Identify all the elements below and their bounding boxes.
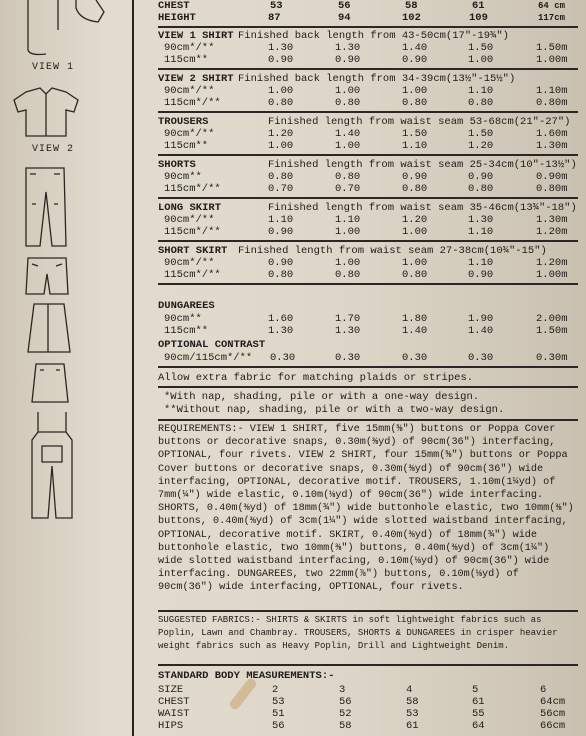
yardage-row [158,42,578,54]
without-nap-note: **Without nap, shading, pile or with a two-way design. [164,404,505,416]
body-measurements-title: STANDARD BODY MEASUREMENTS:- [158,670,335,682]
measurement-label: HIPS [158,720,184,732]
dungarees-yardage: 1.80 [402,313,428,325]
yardage-value: 1.10 [468,226,494,238]
yardage-value: 0.70 [268,183,294,195]
section-name: SHORT SKIRT [158,245,228,257]
contrast-yardage: 0.30 [270,352,296,364]
measurement-value: 58 [406,696,419,708]
yardage-value: 1.20m [536,226,568,238]
yardage-value: 0.80 [402,97,428,109]
dungarees-yardage: 1.40 [402,325,428,337]
yardage-value: 1.00 [268,85,294,97]
section-finished-length: Finished length from waist seam 53-68cm(21"-27") [268,116,571,128]
dungarees-title: DUNGAREES [158,300,215,312]
measurement-label: SIZE [158,684,184,696]
yardage-row [158,226,578,238]
yardage-value: 1.20 [468,140,494,152]
section-finished-length: Finished length from waist seam 35-46cm(13¾"-18") [268,202,577,214]
measurement-row [158,708,578,720]
fabric-width: 115cm*/** [164,226,221,238]
measurement-value: 3 [339,684,346,696]
yardage-row [158,257,578,269]
yardage-value: 1.50 [468,128,494,140]
yardage-value: 1.10 [335,214,361,226]
measurement-value: 53 [272,696,285,708]
yardage-value: 0.80 [268,171,294,183]
height-value: 109 [469,12,488,24]
fabric-width: 90cm*/** [164,257,215,269]
height-value: 102 [402,12,421,24]
yardage-value: 1.50m [536,42,568,54]
yardage-row [158,140,578,152]
contrast-yardage: 0.30 [402,352,428,364]
dungarees-yardage: 1.30 [335,325,361,337]
panel-divider [132,0,134,736]
yardage-row [158,269,578,281]
section-title [158,245,578,257]
yardage-value: 0.80 [268,269,294,281]
yardage-row [158,171,578,183]
yardage-value: 1.30 [468,214,494,226]
divider [158,68,578,70]
height-value: 94 [338,12,351,24]
section-finished-length: Finished length from waist seam 27-38cm(10¾"-15") [238,245,547,257]
contrast-yardage: 0.30 [335,352,361,364]
divider [158,197,578,199]
measurement-row [158,720,578,732]
chest-row [158,0,578,12]
dungarees-yardage: 1.50m [536,325,568,337]
yardage-chart [150,0,586,736]
dungarees-sketch [24,410,80,522]
view2-label: VIEW 2 [32,144,75,155]
chest-value: 56 [338,0,351,12]
measurement-value: 53 [406,708,419,720]
yardage-value: 1.00 [468,54,494,66]
divider [158,240,578,242]
yardage-row [158,54,578,66]
contrast-yardage: 0.30 [468,352,494,364]
fabric-width: 115cm** [164,140,209,152]
yardage-value: 1.00m [536,54,568,66]
divider [158,283,578,285]
dungarees-width: 90cm** [164,313,202,325]
divider [158,26,578,28]
height-value: 87 [268,12,281,24]
yardage-value: 0.80 [402,269,428,281]
yardage-value: 1.00 [268,140,294,152]
measurement-value: 58 [339,720,352,732]
contrast-width: 90cm/115cm*/** [164,352,253,364]
dungarees-yardage: 1.70 [335,313,361,325]
yardage-row [158,97,578,109]
fabric-width: 115cm*/** [164,183,221,195]
measurement-row [158,696,578,708]
yardage-row [158,85,578,97]
divider [158,111,578,113]
optional-contrast-title: OPTIONAL CONTRAST [158,339,266,351]
measurement-row [158,684,578,696]
garment-sketch-panel [0,0,132,736]
measurement-value: 61 [406,720,419,732]
measurement-value: 52 [339,708,352,720]
yardage-value: 1.30 [268,42,294,54]
divider [158,386,578,388]
view1-label: VIEW 1 [32,62,75,73]
yardage-value: 0.80 [335,97,361,109]
view2-shirt-sketch [12,86,82,142]
section-finished-length: Finished back length from 34-39cm(13½"-15½") [238,73,516,85]
suggested-fabrics-text: SUGGESTED FABRICS:- SHIRTS & SKIRTS in soft lightweight fabrics such as Poplin, Lawn and Chambray. TROUSERS, SHORTS & DUNGAREES in crisper heavier weight fabrics such as Heavy Poplin, Drill and Lightweight Denim. [158,615,558,652]
yardage-value: 0.90 [402,171,428,183]
dungarees-yardage: 1.40 [468,325,494,337]
yardage-value: 0.80 [268,97,294,109]
yardage-row [158,214,578,226]
section-finished-length: Finished back length from 43-50cm(17"-19¾") [238,30,509,42]
fabric-width: 90cm** [164,171,202,183]
with-nap-note: *With nap, shading, pile or with a one-way design. [164,391,480,403]
yardage-value: 1.30m [536,214,568,226]
yardage-value: 1.50 [468,42,494,54]
measurement-value: 66cm [540,720,566,732]
measurement-value: 6 [540,684,547,696]
yardage-value: 1.10 [468,85,494,97]
fabric-width: 115cm*/** [164,269,221,281]
measurement-value: 56 [339,696,352,708]
yardage-row [158,128,578,140]
section-name: LONG SKIRT [158,202,222,214]
fabric-width: 115cm*/** [164,97,221,109]
measurement-value: 64 [472,720,485,732]
yardage-value: 0.80m [536,97,568,109]
divider [158,610,578,612]
yardage-value: 0.80 [402,183,428,195]
yardage-value: 1.00 [335,140,361,152]
optional-contrast-row [158,352,578,364]
measurement-value: 4 [406,684,413,696]
yardage-value: 1.00 [335,257,361,269]
dungarees-yardage: 1.90 [468,313,494,325]
yardage-value: 0.70 [335,183,361,195]
short-skirt-sketch [28,360,72,408]
yardage-value: 1.10 [268,214,294,226]
section-title [158,116,578,128]
view1-shirt-sketch [18,0,108,58]
fabric-width: 90cm*/** [164,214,215,226]
divider [158,664,578,666]
measurement-value: 55 [472,708,485,720]
section-title [158,73,578,85]
section-name: VIEW 2 SHIRT [158,73,234,85]
measurement-value: 61 [472,696,485,708]
yardage-value: 1.20 [268,128,294,140]
height-value: 117cm [538,13,566,23]
yardage-value: 0.90 [468,171,494,183]
yardage-value: 0.90m [536,171,568,183]
yardage-value: 1.60m [536,128,568,140]
fabric-width: 90cm*/** [164,42,215,54]
yardage-value: 1.30 [335,42,361,54]
yardage-value: 1.30m [536,140,568,152]
yardage-value: 0.90 [268,257,294,269]
yardage-value: 1.10m [536,85,568,97]
dungarees-yardage: 1.60 [268,313,294,325]
fabric-width: 90cm*/** [164,85,215,97]
yardage-value: 1.50 [402,128,428,140]
measurement-value: 5 [472,684,479,696]
yardage-value: 0.90 [468,269,494,281]
yardage-value: 0.90 [335,54,361,66]
yardage-value: 0.80 [335,171,361,183]
shorts-sketch [24,254,70,298]
measurement-label: WAIST [158,708,190,720]
measurement-value: 2 [272,684,279,696]
divider [158,154,578,156]
fabric-width: 90cm*/** [164,128,215,140]
section-title [158,30,578,42]
measurement-label: CHEST [158,696,190,708]
yardage-value: 1.00 [335,226,361,238]
chest-label: CHEST [158,0,190,12]
yardage-value: 0.80 [468,97,494,109]
yardage-value: 1.10 [402,140,428,152]
dungarees-row-115 [158,325,578,337]
yardage-value: 0.90 [402,54,428,66]
chest-value: 61 [472,0,485,12]
section-title [158,159,578,171]
yardage-value: 1.00 [335,85,361,97]
dungarees-yardage: 2.00m [536,313,568,325]
yardage-value: 0.80m [536,183,568,195]
height-row [158,12,578,24]
yardage-value: 1.00 [402,257,428,269]
dungarees-yardage: 1.30 [268,325,294,337]
section-name: TROUSERS [158,116,209,128]
yardage-value: 1.00 [402,85,428,97]
yardage-value: 0.90 [268,226,294,238]
measurement-value: 56cm [540,708,566,720]
section-finished-length: Finished length from waist seam 25-34cm(10"-13½") [268,159,577,171]
divider [158,419,578,421]
yardage-value: 0.80 [468,183,494,195]
yardage-value: 1.00m [536,269,568,281]
contrast-yardage: 0.30m [536,352,568,364]
chest-value: 53 [270,0,283,12]
plaids-note: Allow extra fabric for matching plaids or stripes. [158,372,474,384]
divider [158,366,578,368]
yardage-value: 1.10 [468,257,494,269]
section-title [158,202,578,214]
yardage-value: 1.40 [402,42,428,54]
yardage-value: 1.20m [536,257,568,269]
yardage-value: 1.20 [402,214,428,226]
dungarees-row-90 [158,313,578,325]
section-name: VIEW 1 SHIRT [158,30,234,42]
yardage-row [158,183,578,195]
yardage-value: 1.00 [402,226,428,238]
requirements-text: REQUIREMENTS:- VIEW 1 SHIRT, five 15mm(⅝") buttons or Poppa Cover buttons or decorative snaps, 0.30m(⅜yd) of 90cm(36") interfacing, OPTIONAL, four rivets. VIEW 2 SHIRT, four 15mm(⅝") buttons or Poppa Cover buttons or decorative snaps, 0.30m(⅜yd) of 90cm(36") wide interfacing, OPTIONAL, decorative motif. TROUSERS, 1.10m(1¼yd) of 7mm(¼") wide elastic, 0.10m(⅛yd) of 90cm(36") wide interfacing. SHORTS, 0.40m(⅜yd) of 18mm(¾") wide buttonhole elastic, two 10mm(⅜") buttons, 0.40m(⅜yd) of 3cm(1¼") wide slotted waistband interfacing, OPTIONAL, decorative motif. SKIRT, 0.40m(⅜yd) of 18mm(¾") wide buttonhole elastic, two 10mm(⅜") buttons, 0.40m(⅜yd) of 3cm(1¼") wide slotted waistband interfacing, 0.10m(⅛yd) of 90cm(36") wide interfacing. DUNGAREES, two 22mm(⅞") buttons, 0.10m(⅛yd) of 90cm(36") wide interfacing, OPTIONAL, four rivets. [158,424,574,594]
chest-value: 64 cm [538,1,566,11]
chest-value: 58 [405,0,418,12]
yardage-value: 0.80 [335,269,361,281]
long-skirt-sketch [26,300,72,358]
measurement-value: 51 [272,708,285,720]
measurement-value: 64cm [540,696,566,708]
yardage-value: 1.40 [335,128,361,140]
trousers-sketch [22,164,68,250]
fabric-width: 115cm** [164,54,209,66]
section-name: SHORTS [158,159,196,171]
height-label: HEIGHT [158,12,196,24]
measurement-value: 56 [272,720,285,732]
yardage-value: 0.90 [268,54,294,66]
dungarees-width: 115cm** [164,325,209,337]
